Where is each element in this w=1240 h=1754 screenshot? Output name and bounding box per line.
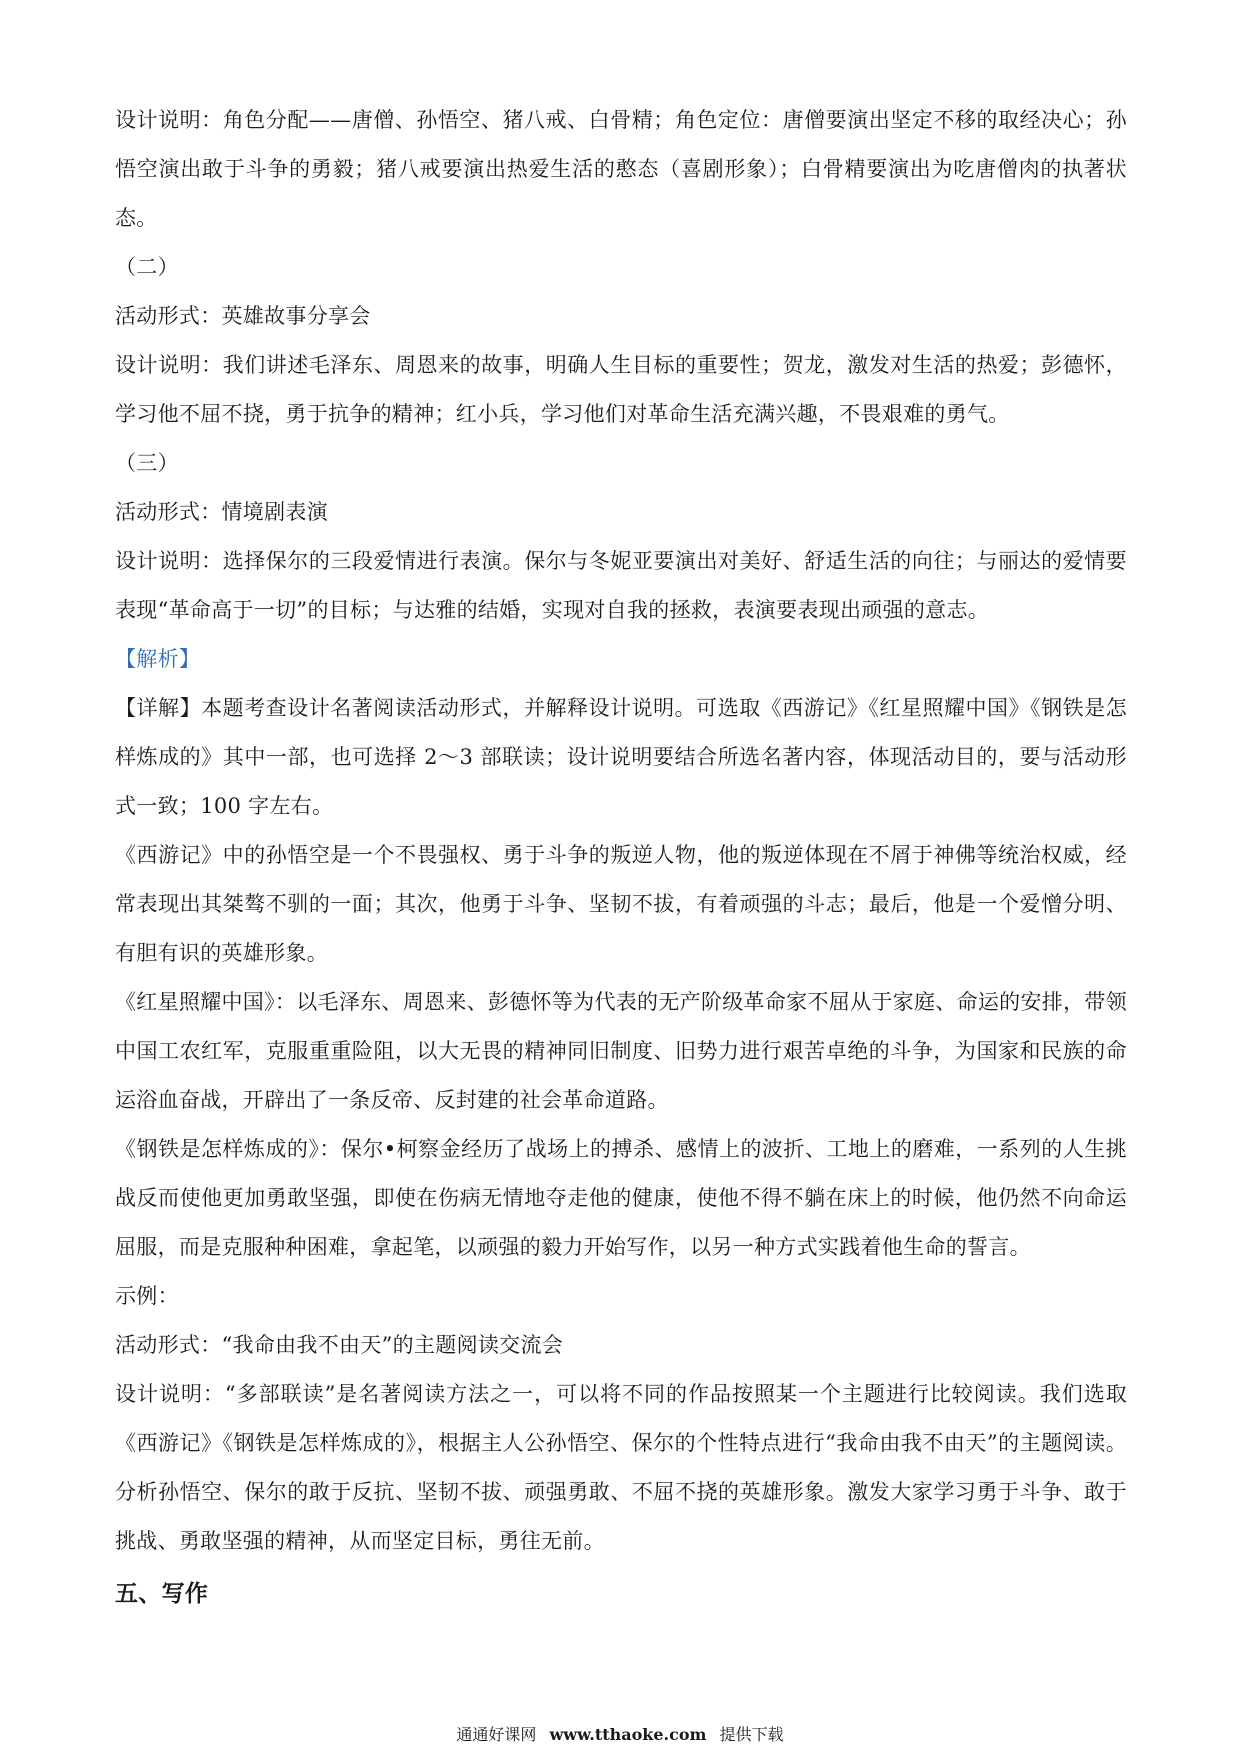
footer-suffix: 提供下载 (719, 1725, 784, 1744)
section-heading-writing: 五、写作 (115, 1581, 209, 1607)
page-footer (0, 1722, 1240, 1745)
design-note-3: 设计说明：选择保尔的三段爱情进行表演。保尔与冬妮亚要演出对美好、舒适生活的向往；与丽达的爱情要表现“革命高于一切”的目标；与达雅的结婚，实现对自我的拯救，表演要表现出顽强的意志。 (115, 549, 1127, 622)
detail-paragraph: 【详解】本题考查设计名著阅读活动形式，并解释设计说明。可选取《西游记》《红星照耀中国》《钢铁是怎样炼成的》其中一部，也可选择 2～3 部联读；设计说明要结合所选名著内容，体现活动目的，要与活动形式一致；100 字左右。 (115, 696, 1127, 818)
activity-form-3: 活动形式：情境剧表演 (115, 500, 328, 524)
example-activity-form: 活动形式：“我命由我不由天”的主题阅读交流会 (115, 1333, 564, 1357)
example-label: 示例： (115, 1284, 179, 1308)
design-note-2: 设计说明：我们讲述毛泽东、周恩来的故事，明确人生目标的重要性；贺龙，激发对生活的热爱；彭德怀，学习他不屈不挠，勇于抗争的精神；红小兵，学习他们对革命生活充满兴趣，不畏艰难的勇气。 (115, 353, 1127, 426)
steel-paragraph: 《钢铁是怎样炼成的》：保尔•柯察金经历了战场上的搏杀、感情上的波折、工地上的磨难，一系列的人生挑战反而使他更加勇敢坚强，即使在伤病无情地夺走他的健康，使他不得不躺在床上的时候，他仍然不向命运屈服，而是克服种种困难，拿起笔，以顽强的毅力开始写作，以另一种方式实践着他生命的誓言。 (115, 1137, 1127, 1259)
analysis-label: 【解析】 (115, 647, 201, 671)
paragraph-role-design: 设计说明：角色分配——唐僧、孙悟空、猪八戒、白骨精；角色定位：唐僧要演出坚定不移的取经决心；孙悟空演出敢于斗争的勇毅；猪八戒要演出热爱生活的憨态（喜剧形象）；白骨精要演出为吃唐僧肉的执著状态。 (115, 108, 1127, 230)
document-body (115, 96, 1127, 1619)
activity-form-2: 活动形式：英雄故事分享会 (115, 304, 371, 328)
section-marker-3: （三） (115, 451, 179, 475)
example-design-note: 设计说明：“多部联读”是名著阅读方法之一，可以将不同的作品按照某一个主题进行比较阅读。我们选取《西游记》《钢铁是怎样炼成的》，根据主人公孙悟空、保尔的个性特点进行“我命由我不由天”的主题阅读。分析孙悟空、保尔的敢于反抗、坚韧不拔、顽强勇敢、不屈不挠的英雄形象。激发大家学习勇于斗争、敢于挑战、勇敢坚强的精神，从而坚定目标，勇往无前。 (115, 1382, 1127, 1553)
journey-west-paragraph: 《西游记》中的孙悟空是一个不畏强权、勇于斗争的叛逆人物，他的叛逆体现在不屑于神佛等统治权威，经常表现出其桀骜不驯的一面；其次，他勇于斗争、坚韧不拔，有着顽强的斗志；最后，他是一个爱憎分明、有胆有识的英雄形象。 (115, 843, 1127, 965)
footer-site-name: 通通好课网 (456, 1725, 537, 1744)
red-star-paragraph: 《红星照耀中国》：以毛泽东、周恩来、彭德怀等为代表的无产阶级革命家不屈从于家庭、命运的安排，带领中国工农红军，克服重重险阻，以大无畏的精神同旧制度、旧势力进行艰苦卓绝的斗争，为国家和民族的命运浴血奋战，开辟出了一条反帝、反封建的社会革命道路。 (115, 990, 1127, 1112)
footer-url-link[interactable]: www.tthaoke.com (549, 1725, 707, 1744)
section-marker-2: （二） (115, 255, 179, 279)
